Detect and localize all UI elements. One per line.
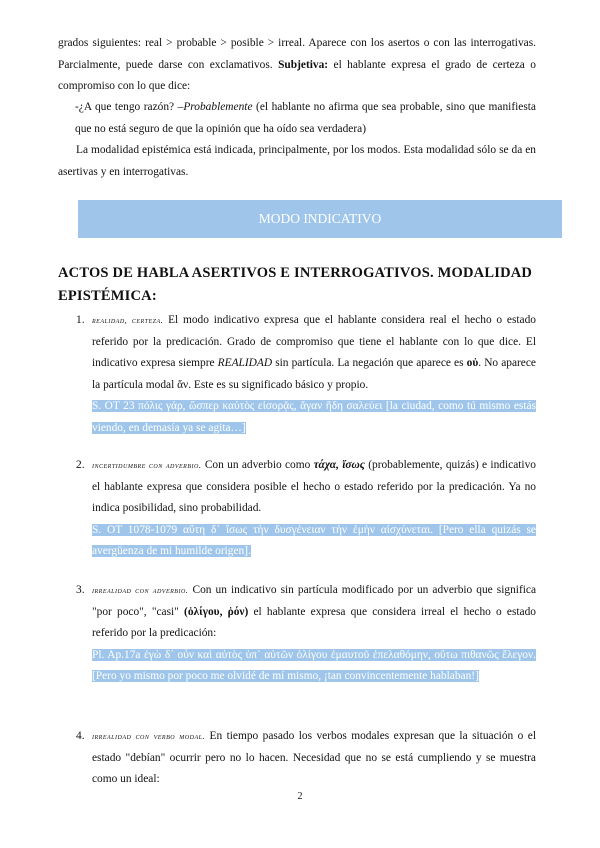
highlighted-example: Pl. Ap.17a ἐγὼ δ᾽ οὖν καὶ αὐτὸς ὑπ᾽ αὐτῶν ὀλίγου ἐμαυτοῦ ἐπελαθόμην, οὕτω πιθανῶς ἔλεγον. [Pero yo mismo por poco me olvidé de mí mismo, ¡tan convincentemente hablaban!] — [92, 648, 536, 682]
list-item-4 — [92, 726, 536, 791]
example-prefix: -¿A que tengo razón? – — [75, 101, 184, 113]
highlighted-example: S. OT 1078-1079 αὕτη δ᾽ ἴσως τὴν δυσγένειαν τὴν ἐμὴν αἰσχύνεται. [Pero ella quizás se avergüenza de mi humilde origen]. — [92, 523, 536, 557]
list-item-1 — [92, 310, 536, 439]
item-text: En tiempo pasado los verbos modales expresan que la situación o el estado "debían" ocurrir pero no lo hacen. Necesidad que no se está cumpliendo y se muestra como un ideal: — [92, 730, 536, 785]
realidad-word: REALIDAD — [217, 357, 273, 369]
highlighted-example: S. OT 23 πόλις γάρ, ὥσπερ καὐτὸς εἰσορᾷς, ἄγαν ἤδη σαλεύει [la ciudad, como tú mismo estás viendo, en demasía ya se agita…] — [92, 400, 536, 434]
example-italic: Probablemente — [183, 101, 253, 113]
item-text-b: (probablemente, quizás) e indicativo el hablante expresa que considera posible el hecho o estado referido por la predicación. Ya no indica posibilidad, sino probabilidad. — [92, 459, 536, 514]
item-label: incertidumbre con adverbio. — [92, 460, 202, 470]
section-banner: MODO INDICATIVO — [78, 200, 562, 238]
adverb-greek: (ὀλίγου, ῥόν) — [184, 605, 249, 618]
item-number: 4. — [76, 730, 85, 742]
intro-paragraph — [58, 33, 536, 98]
item-text: El modo indicativo expresa que el hablante considera real el hecho o estado referido por la predicación. Grado de compromiso que tiene el hablante con lo que dice. El indicativo expresa siempre — [92, 314, 536, 369]
subjetiva-label: Subjetiva: — [278, 58, 329, 71]
negation-word: οὐ — [466, 357, 479, 369]
item-text: Con un indicativo sin partícula modificado por un adverbio que significa "por poco", "casi" — [92, 584, 537, 618]
intro-text-b: el hablante expresa el grado de certeza o compromiso con lo que dice: — [58, 58, 536, 92]
intro-closing: La modalidad epistémica está indicada, principalmente, por los modos. Esta modalidad sólo se da en asertivas y en interrogativas. — [58, 144, 536, 178]
item-number: 3. — [76, 584, 85, 596]
adverb-greek: τάχα, ἴσως — [313, 459, 365, 471]
item-text-b: el hablante expresa que considera irreal el hecho o estado referido por la predicación: — [92, 605, 537, 639]
item-label: irrealidad con adverbio. — [92, 585, 189, 595]
item-number: 2. — [76, 459, 85, 471]
item-label: realidad, certeza. — [92, 315, 164, 325]
item-text-c: . No aparece la partícula modal ἄν. Este es su significado básico y propio. — [92, 357, 536, 391]
page-number: 2 — [297, 791, 303, 802]
item-text-b: sin partícula. La negación que aparece es — [275, 357, 464, 369]
item-number: 1. — [76, 314, 85, 326]
item-text: Con un adverbio como — [204, 459, 311, 471]
section-heading: ACTOS DE HABLA ASERTIVOS E INTERROGATIVOS. MODALIDAD EPISTÉMICA: — [58, 265, 533, 304]
list-item-2 — [92, 455, 536, 563]
intro-example — [75, 97, 536, 140]
intro-text: grados siguientes: real > probable > posible > irreal. Aparece con los asertos o con las interrogativas. Parcialmente, puede darse con exclamativos. — [58, 37, 536, 71]
item-label: irrealidad con verbo modal. — [92, 731, 206, 741]
example-rest: (el hablante no afirma que sea probable, sino que manifiesta que no está seguro de que la opinión que ha oído sea verdadera) — [75, 101, 536, 135]
list-item-3 — [92, 580, 536, 688]
